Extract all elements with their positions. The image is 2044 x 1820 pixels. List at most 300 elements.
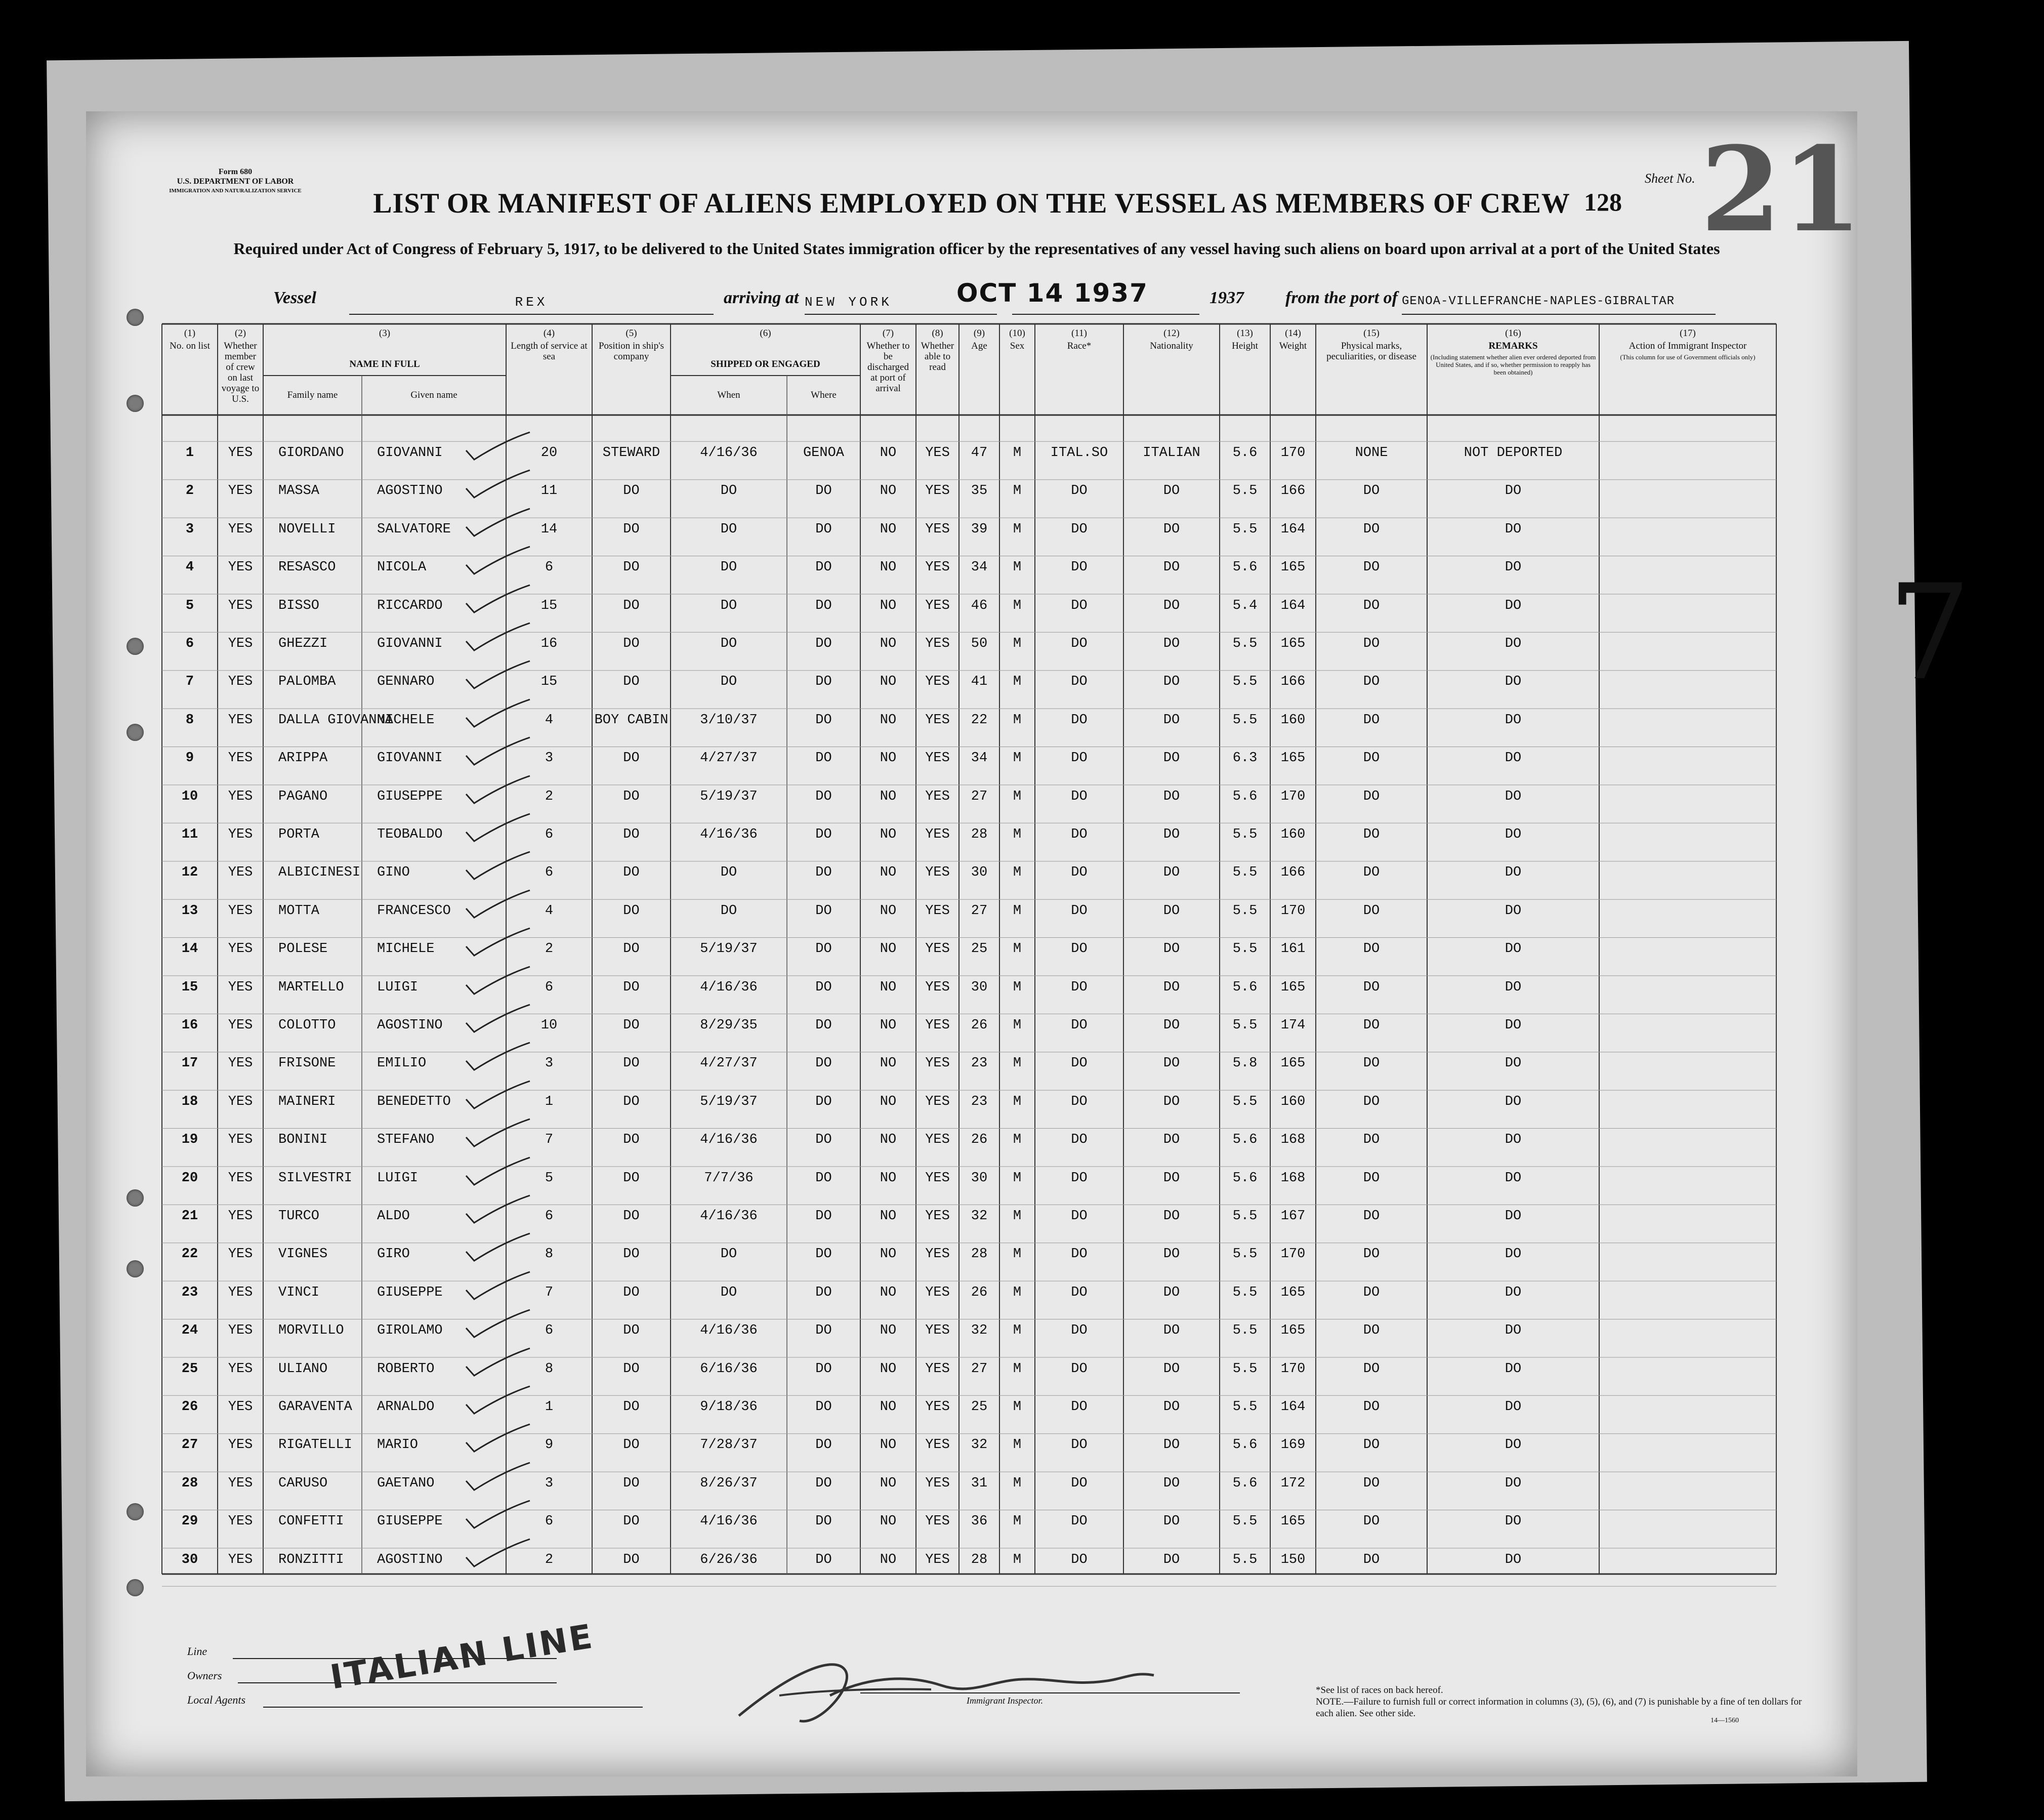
cell-crew: YES (228, 1209, 253, 1224)
cell-race: DO (1071, 1094, 1088, 1109)
cell-given-name: NICOLA (377, 560, 427, 575)
vessel-name: REX (349, 295, 714, 315)
cell-family-name: MAINERI (278, 1094, 336, 1109)
cell-weight: 170 (1280, 445, 1306, 461)
cell-weight: 165 (1280, 1285, 1306, 1300)
header-c6-num: (6) (760, 328, 771, 339)
cell-race: DO (1071, 865, 1088, 881)
cell-age: 46 (971, 598, 988, 613)
cell-position: DO (623, 1475, 640, 1491)
cell-nationality: DO (1163, 1285, 1180, 1300)
cell-read: YES (925, 903, 950, 919)
cell-race: DO (1071, 1056, 1088, 1071)
check-mark-icon (463, 1461, 534, 1496)
header-c3-label: NAME IN FULL (349, 359, 420, 369)
cell-height: 5.5 (1232, 1514, 1258, 1529)
cell-age: 28 (971, 1552, 988, 1567)
inspector-label: Immigrant Inspector. (967, 1695, 1043, 1706)
cell-no: 28 (181, 1475, 198, 1491)
cell-no: 14 (181, 941, 198, 957)
cell-sex: M (1013, 1437, 1022, 1453)
cell-height: 5.5 (1232, 865, 1258, 881)
cell-race: DO (1071, 751, 1088, 766)
cell-service: 15 (540, 598, 558, 613)
cell-where: DO (815, 903, 832, 919)
form-code: 14—1560 (1711, 1717, 1739, 1724)
cell-when: 7/7/36 (704, 1170, 754, 1186)
cell-family-name: ULIANO (278, 1361, 328, 1377)
cell-position: DO (623, 903, 640, 919)
cell-where: DO (815, 1132, 832, 1148)
header-c8-label: Whether able to read (921, 341, 954, 373)
cell-discharged: NO (880, 827, 897, 842)
cell-remarks: DO (1505, 1132, 1522, 1148)
cell-discharged: NO (880, 445, 897, 461)
cell-service: 8 (545, 1247, 554, 1262)
cell-height: 5.5 (1232, 636, 1258, 651)
cell-age: 35 (971, 483, 988, 499)
cell-height: 5.5 (1232, 712, 1258, 728)
cell-position: DO (623, 1056, 640, 1071)
cell-where: DO (815, 979, 832, 995)
cell-where: DO (815, 1514, 832, 1529)
cell-remarks: DO (1505, 521, 1522, 537)
header-c10-label: Sex (1010, 341, 1025, 351)
cell-discharged: NO (880, 979, 897, 995)
cell-age: 32 (971, 1323, 988, 1339)
cell-sex: M (1013, 1209, 1022, 1224)
check-mark-icon (463, 621, 534, 656)
cell-no: 18 (181, 1094, 198, 1109)
cell-crew: YES (228, 827, 253, 842)
cell-age: 25 (971, 1399, 988, 1415)
cell-weight: 165 (1280, 1514, 1306, 1529)
cell-age: 31 (971, 1475, 988, 1491)
cell-age: 41 (971, 674, 988, 690)
cell-when: 4/16/36 (700, 827, 758, 842)
cell-position: DO (623, 865, 640, 881)
cell-height: 5.8 (1232, 1056, 1258, 1071)
header-c15-num: (15) (1363, 328, 1380, 339)
cell-when: 7/28/37 (700, 1437, 758, 1453)
arriving-label: arriving at (724, 288, 799, 307)
cell-family-name: GARAVENTA (278, 1399, 352, 1415)
cell-family-name: MARTELLO (278, 979, 344, 995)
cell-service: 6 (545, 827, 554, 842)
cell-discharged: NO (880, 1437, 897, 1453)
header-c2-num: (2) (234, 328, 246, 339)
cell-crew: YES (228, 674, 253, 690)
cell-nationality: DO (1163, 903, 1180, 919)
cell-sex: M (1013, 636, 1022, 651)
cell-nationality: ITALIAN (1143, 445, 1200, 461)
cell-remarks: DO (1505, 827, 1522, 842)
cell-service: 1 (545, 1094, 554, 1109)
cell-where: DO (815, 1094, 832, 1109)
subtitle: Required under Act of Congress of February 5, 1917, to be delivered to the United States immigration officer by the representatives of any vessel having such aliens on board upon arrival at a port of the United States (233, 239, 1720, 258)
cell-position: DO (623, 1170, 640, 1186)
cell-read: YES (925, 941, 950, 957)
cell-given-name: GINO (377, 865, 410, 881)
cell-discharged: NO (880, 560, 897, 575)
cell-age: 27 (971, 789, 988, 804)
cell-weight: 165 (1280, 636, 1306, 651)
cell-service: 10 (540, 1018, 558, 1033)
cell-remarks: DO (1505, 1475, 1522, 1491)
cell-sex: M (1013, 1475, 1022, 1491)
cell-marks: DO (1363, 941, 1380, 957)
header-c6-where: Where (811, 390, 837, 400)
cell-no: 9 (185, 751, 194, 766)
cell-service: 8 (545, 1361, 554, 1377)
cell-where: DO (815, 1056, 832, 1071)
cell-family-name: GIORDANO (278, 445, 344, 461)
cell-race: DO (1071, 1475, 1088, 1491)
header-c8 (916, 328, 959, 375)
inspector-signature (719, 1640, 1199, 1741)
cell-marks: DO (1363, 1514, 1380, 1529)
cell-nationality: DO (1163, 1018, 1180, 1033)
cell-position: DO (623, 1094, 640, 1109)
cell-age: 30 (971, 865, 988, 881)
cell-read: YES (925, 865, 950, 881)
header-c12 (1123, 328, 1220, 353)
check-mark-icon (463, 774, 534, 809)
check-mark-icon (463, 735, 534, 771)
cell-when: 5/19/37 (700, 1094, 758, 1109)
cell-when: DO (720, 560, 737, 575)
cell-where: DO (815, 789, 832, 804)
cell-where: DO (815, 827, 832, 842)
cell-read: YES (925, 445, 950, 461)
cell-when: 5/19/37 (700, 789, 758, 804)
cell-when: 4/27/37 (700, 751, 758, 766)
cell-when: DO (720, 1285, 737, 1300)
cell-nationality: DO (1163, 1132, 1180, 1148)
cell-race: DO (1071, 1132, 1088, 1148)
cell-family-name: PORTA (278, 827, 320, 842)
cell-position: DO (623, 979, 640, 995)
cell-discharged: NO (880, 865, 897, 881)
cell-position: DO (623, 560, 640, 575)
cell-no: 22 (181, 1247, 198, 1262)
cell-marks: NONE (1355, 445, 1388, 461)
cell-read: YES (925, 674, 950, 690)
cell-where: GENOA (803, 445, 844, 461)
cell-given-name: AGOSTINO (377, 1552, 443, 1567)
header-c14 (1270, 328, 1316, 353)
cell-position: DO (623, 789, 640, 804)
header-c13-num: (13) (1237, 328, 1253, 339)
cell-service: 7 (545, 1132, 554, 1148)
cell-weight: 164 (1280, 1399, 1306, 1415)
cell-family-name: BONINI (278, 1132, 328, 1148)
cell-marks: DO (1363, 560, 1380, 575)
line-label: Line (187, 1645, 207, 1658)
cell-discharged: NO (880, 789, 897, 804)
cell-crew: YES (228, 1323, 253, 1339)
cell-height: 5.6 (1232, 979, 1258, 995)
footnote (1316, 1684, 1812, 1719)
cell-where: DO (815, 598, 832, 613)
cell-marks: DO (1363, 1209, 1380, 1224)
cell-discharged: NO (880, 1209, 897, 1224)
cell-discharged: NO (880, 674, 897, 690)
header-c6-label: SHIPPED OR ENGAGED (711, 359, 820, 369)
cell-remarks: NOT DEPORTED (1464, 445, 1563, 461)
cell-age: 27 (971, 903, 988, 919)
cell-discharged: NO (880, 1132, 897, 1148)
cell-service: 5 (545, 1170, 554, 1186)
cell-crew: YES (228, 1018, 253, 1033)
cell-given-name: MARIO (377, 1437, 419, 1453)
cell-position: DO (623, 1285, 640, 1300)
cell-weight: 170 (1280, 1361, 1306, 1377)
cell-family-name: PALOMBA (278, 674, 336, 690)
cell-nationality: DO (1163, 560, 1180, 575)
cell-age: 23 (971, 1056, 988, 1071)
cell-given-name: MICHELE (377, 712, 435, 728)
cell-when: 5/19/37 (700, 941, 758, 957)
cell-weight: 174 (1280, 1018, 1306, 1033)
cell-race: DO (1071, 941, 1088, 957)
header-c1-label: No. on list (170, 341, 210, 351)
cell-weight: 166 (1280, 865, 1306, 881)
cell-marks: DO (1363, 1018, 1380, 1033)
cell-marks: DO (1363, 789, 1380, 804)
cell-given-name: EMILIO (377, 1056, 427, 1071)
cell-marks: DO (1363, 1437, 1380, 1453)
cell-read: YES (925, 712, 950, 728)
cell-position: DO (623, 1132, 640, 1148)
cell-family-name: PAGANO (278, 789, 328, 804)
cell-nationality: DO (1163, 636, 1180, 651)
cell-position: DO (623, 598, 640, 613)
cell-no: 2 (185, 483, 194, 499)
cell-discharged: NO (880, 1247, 897, 1262)
list-number: 128 (1584, 188, 1622, 216)
cell-weight: 165 (1280, 1056, 1306, 1071)
cell-age: 50 (971, 636, 988, 651)
cell-discharged: NO (880, 598, 897, 613)
cell-sex: M (1013, 827, 1022, 842)
cell-height: 5.5 (1232, 483, 1258, 499)
check-mark-icon (463, 1231, 534, 1267)
header-c17-label: Action of Immigrant Inspector (1629, 341, 1747, 351)
cell-family-name: CARUSO (278, 1475, 328, 1491)
cell-no: 1 (185, 445, 194, 461)
header-c16 (1427, 328, 1599, 376)
cell-race: DO (1071, 560, 1088, 575)
cell-nationality: DO (1163, 1247, 1180, 1262)
header-c4 (506, 328, 592, 364)
cell-where: DO (815, 1399, 832, 1415)
cell-nationality: DO (1163, 1170, 1180, 1186)
cell-height: 5.5 (1232, 1323, 1258, 1339)
cell-weight: 166 (1280, 674, 1306, 690)
header-c8-num: (8) (932, 328, 943, 339)
cell-height: 6.3 (1232, 751, 1258, 766)
cell-crew: YES (228, 1247, 253, 1262)
cell-sex: M (1013, 865, 1022, 881)
cell-height: 5.5 (1232, 1361, 1258, 1377)
cell-no: 16 (181, 1018, 198, 1033)
cell-sex: M (1013, 1056, 1022, 1071)
cell-position: DO (623, 636, 640, 651)
cell-read: YES (925, 979, 950, 995)
cell-nationality: DO (1163, 941, 1180, 957)
cell-nationality: DO (1163, 789, 1180, 804)
footnote-races: *See list of races on back hereof. (1316, 1685, 1443, 1695)
cell-crew: YES (228, 1437, 253, 1453)
cell-where: DO (815, 941, 832, 957)
header-c7-label: Whether to be discharged at port of arrival (866, 341, 910, 394)
cell-family-name: NOVELLI (278, 521, 336, 537)
cell-crew: YES (228, 751, 253, 766)
cell-read: YES (925, 827, 950, 842)
check-mark-icon (463, 545, 534, 580)
cell-nationality: DO (1163, 598, 1180, 613)
check-mark-icon (463, 1384, 534, 1420)
cell-crew: YES (228, 941, 253, 957)
cell-given-name: GIOVANNI (377, 445, 443, 461)
cell-nationality: DO (1163, 483, 1180, 499)
cell-remarks: DO (1505, 1170, 1522, 1186)
cell-read: YES (925, 521, 950, 537)
cell-read: YES (925, 1437, 950, 1453)
cell-nationality: DO (1163, 1475, 1180, 1491)
cell-family-name: POLESE (278, 941, 328, 957)
cell-no: 7 (185, 674, 194, 690)
cell-discharged: NO (880, 1552, 897, 1567)
cell-height: 5.5 (1232, 1399, 1258, 1415)
cell-discharged: NO (880, 903, 897, 919)
cell-age: 39 (971, 521, 988, 537)
cell-when: DO (720, 1247, 737, 1262)
cell-sex: M (1013, 521, 1022, 537)
cell-weight: 172 (1280, 1475, 1306, 1491)
cell-no: 4 (185, 560, 194, 575)
cell-when: 8/29/35 (700, 1018, 758, 1033)
cell-service: 4 (545, 712, 554, 728)
check-mark-icon (463, 1537, 534, 1573)
cell-age: 36 (971, 1514, 988, 1529)
cell-marks: DO (1363, 483, 1380, 499)
punch-hole (127, 1189, 144, 1207)
cell-remarks: DO (1505, 1247, 1522, 1262)
punch-hole (127, 1503, 144, 1520)
check-mark-icon (463, 1499, 534, 1534)
cell-race: DO (1071, 483, 1088, 499)
cell-sex: M (1013, 712, 1022, 728)
cell-no: 12 (181, 865, 198, 881)
cell-marks: DO (1363, 598, 1380, 613)
cell-height: 5.5 (1232, 1247, 1258, 1262)
form-department: U.S. DEPARTMENT OF LABOR (177, 177, 294, 186)
cell-family-name: DALLA GIOVANNA (278, 712, 393, 728)
cell-weight: 160 (1280, 827, 1306, 842)
cell-race: DO (1071, 598, 1088, 613)
punch-hole (127, 1260, 144, 1277)
cell-service: 6 (545, 979, 554, 995)
cell-nationality: DO (1163, 1514, 1180, 1529)
cell-nationality: DO (1163, 1056, 1180, 1071)
cell-where: DO (815, 674, 832, 690)
cell-position: DO (623, 1247, 640, 1262)
cell-position: DO (623, 1399, 640, 1415)
cell-weight: 167 (1280, 1209, 1306, 1224)
header-c2 (218, 328, 263, 406)
from-port: GENOA-VILLEFRANCHE-NAPLES-GIBRALTAR (1402, 295, 1716, 315)
cell-height: 5.6 (1232, 445, 1258, 461)
cell-weight: 165 (1280, 1323, 1306, 1339)
cell-race: DO (1071, 789, 1088, 804)
year: 1937 (1209, 288, 1244, 307)
cell-marks: DO (1363, 1094, 1380, 1109)
cell-sex: M (1013, 1361, 1022, 1377)
margin-mark: 7 (1888, 557, 1972, 710)
header-c11-num: (11) (1071, 328, 1087, 339)
cell-given-name: SALVATORE (377, 521, 451, 537)
manifest-page (86, 111, 1972, 1776)
cell-where: DO (815, 483, 832, 499)
cell-nationality: DO (1163, 521, 1180, 537)
cell-height: 5.5 (1232, 903, 1258, 919)
cell-height: 5.6 (1232, 1170, 1258, 1186)
cell-age: 34 (971, 560, 988, 575)
cell-nationality: DO (1163, 1209, 1180, 1224)
cell-position: STEWARD (602, 445, 660, 461)
cell-race: DO (1071, 1170, 1088, 1186)
cell-height: 5.6 (1232, 1132, 1258, 1148)
cell-discharged: NO (880, 941, 897, 957)
cell-race: DO (1071, 979, 1088, 995)
cell-when: 4/16/36 (700, 1323, 758, 1339)
cell-sex: M (1013, 1247, 1022, 1262)
cell-height: 5.5 (1232, 1018, 1258, 1033)
cell-remarks: DO (1505, 1018, 1522, 1033)
cell-read: YES (925, 483, 950, 499)
cell-when: DO (720, 903, 737, 919)
cell-weight: 165 (1280, 979, 1306, 995)
cell-sex: M (1013, 1285, 1022, 1300)
cell-where: DO (815, 751, 832, 766)
header-c16-note: (Including statement whether alien ever ordered deported from United States, and if so, whether permission to reapply has been obtained) (1430, 353, 1596, 376)
cell-when: 4/27/37 (700, 1056, 758, 1071)
cell-remarks: DO (1505, 979, 1522, 995)
cell-where: DO (815, 1475, 832, 1491)
header-c7 (860, 328, 916, 396)
cell-nationality: DO (1163, 1552, 1180, 1567)
cell-age: 26 (971, 1018, 988, 1033)
cell-race: DO (1071, 1209, 1088, 1224)
cell-when: DO (720, 483, 737, 499)
check-mark-icon (463, 888, 534, 924)
cell-crew: YES (228, 1056, 253, 1071)
sheet-number: 21 (1700, 121, 1863, 258)
cell-service: 6 (545, 1209, 554, 1224)
cell-position: DO (623, 1018, 640, 1033)
header-c3-family: Family name (287, 390, 338, 400)
cell-where: DO (815, 521, 832, 537)
header-c6 (671, 328, 860, 371)
cell-read: YES (925, 1018, 950, 1033)
check-mark-icon (463, 812, 534, 847)
cell-position: DO (623, 1361, 640, 1377)
check-mark-icon (463, 507, 534, 542)
cell-where: DO (815, 636, 832, 651)
header-c4-num: (4) (543, 328, 555, 339)
